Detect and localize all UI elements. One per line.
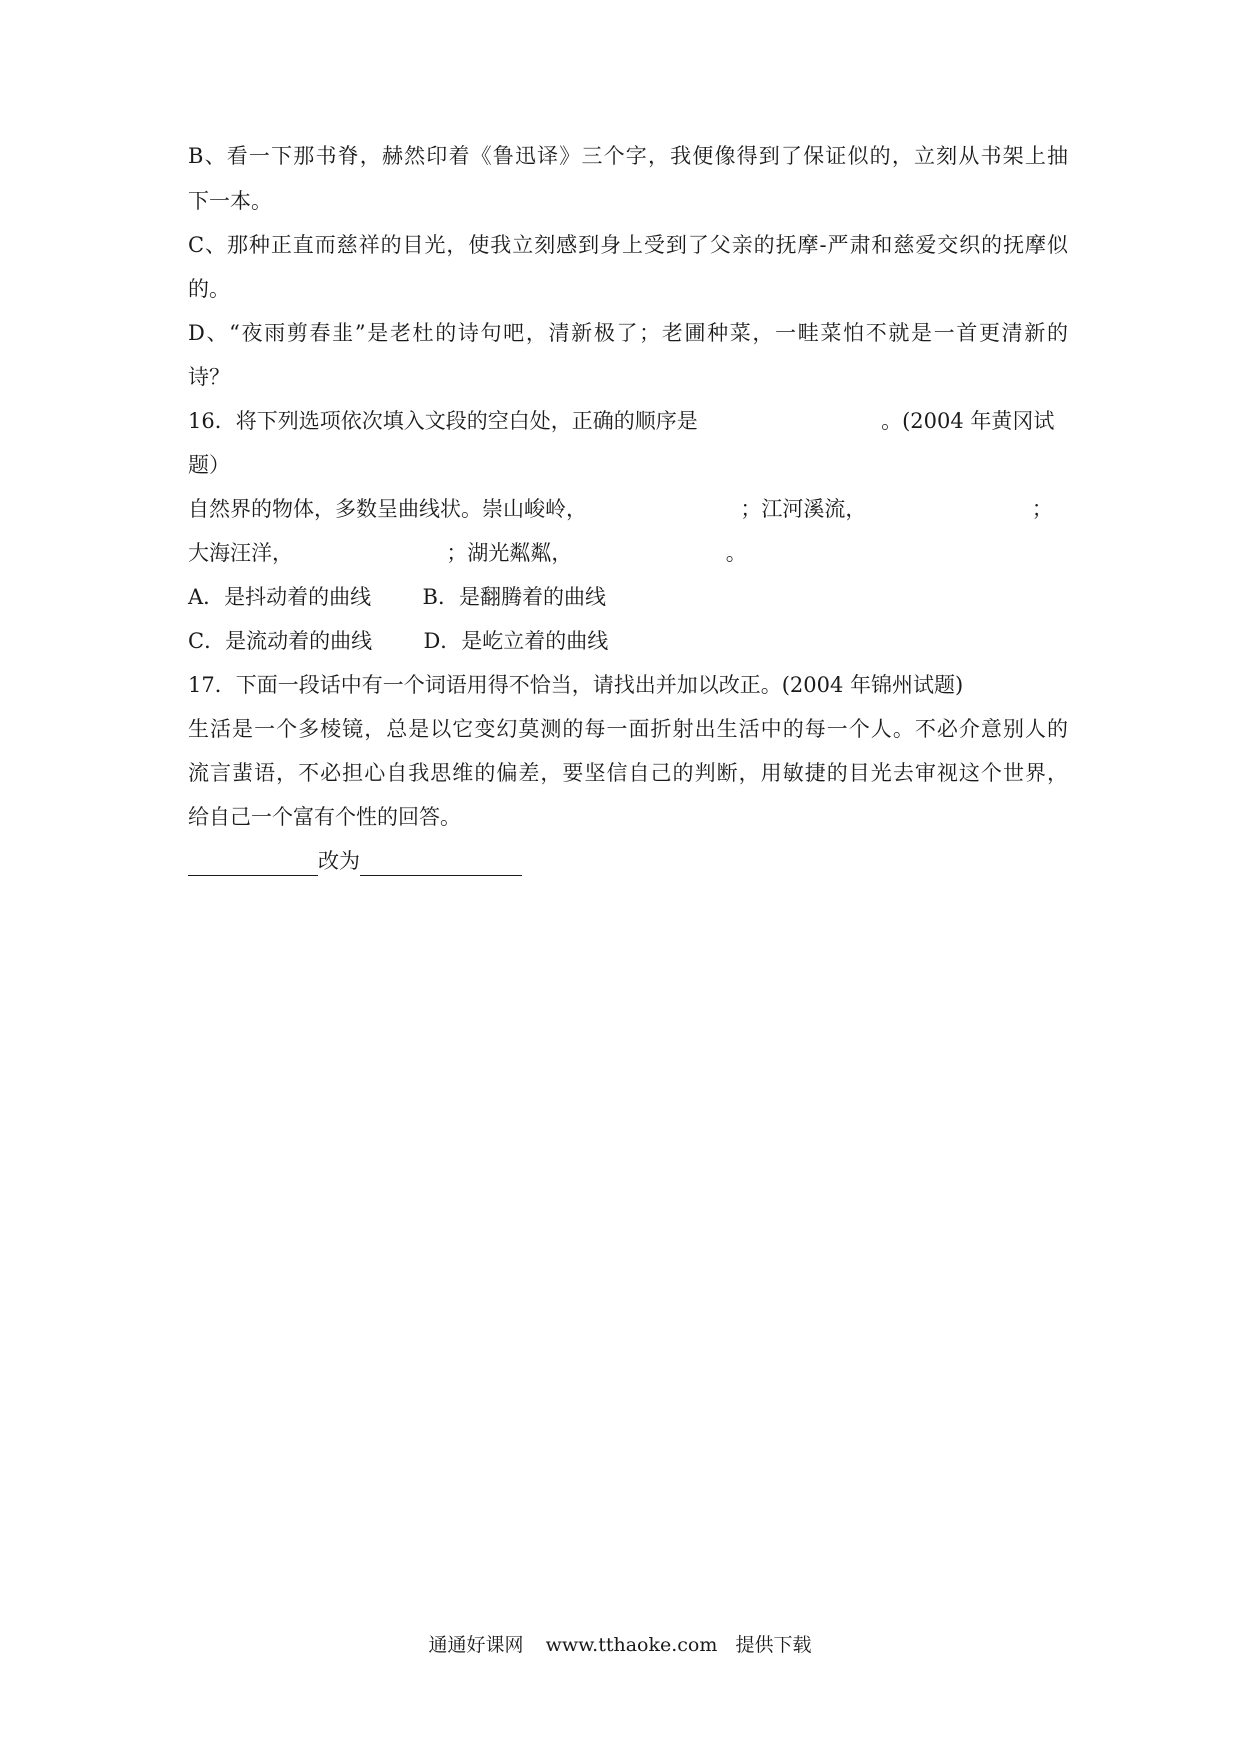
option-c-line2: 的。 xyxy=(188,277,230,301)
answer-connector: 改为 xyxy=(318,849,360,873)
footer-site-name: 通通好课网 xyxy=(428,1634,524,1656)
passage-segment: ； xyxy=(1031,497,1053,521)
question-16-options-row2 xyxy=(188,626,1068,656)
option-a: A．是抖动着的曲线 xyxy=(188,585,372,609)
passage-segment: 。 xyxy=(725,541,747,565)
question-16-source: 。(2004 年黄冈试 xyxy=(881,409,1055,433)
question-17-passage-line3: 给自己一个富有个性的回答。 xyxy=(188,805,461,829)
question-17-answer-row xyxy=(188,846,1068,876)
question-17-passage-line2: 流言蜚语，不必担心自我思维的偏差，要坚信自己的判断，用敏捷的目光去审视这个世界， xyxy=(188,761,1068,785)
passage-segment: ；江河溪流， xyxy=(740,497,867,521)
question-16-source-cont: 题） xyxy=(188,453,230,477)
option-d-line1: D、“夜雨剪春韭”是老杜的诗句吧，清新极了；老圃种菜，一畦菜怕不就是一首更清新的 xyxy=(188,321,1068,345)
passage-segment: 大海汪洋， xyxy=(188,541,293,565)
option-d-line2: 诗？ xyxy=(188,365,230,389)
question-16-passage-line2 xyxy=(188,538,1068,568)
option-d: D．是屹立着的曲线 xyxy=(423,629,609,653)
option-c: C．是流动着的曲线 xyxy=(188,629,373,653)
option-c-line1: C、那种正直而慈祥的目光，使我立刻感到身上受到了父亲的抚摩-严肃和慈爱交织的抚摩似 xyxy=(188,233,1068,257)
question-16 xyxy=(188,406,1068,436)
question-16-stem: 16．将下列选项依次填入文段的空白处，正确的顺序是 xyxy=(188,409,698,433)
page-footer xyxy=(0,1632,1240,1658)
question-16-options-row1 xyxy=(188,582,1068,612)
answer-blank-wrong-word[interactable] xyxy=(188,851,318,876)
footer-url[interactable]: www.tthaoke.com xyxy=(545,1634,718,1656)
answer-blank-correction[interactable] xyxy=(360,851,522,876)
option-b-line1: B、看一下那书脊，赫然印着《鲁迅译》三个字，我便像得到了保证似的，立刻从书架上抽 xyxy=(188,144,1068,168)
passage-segment: 自然界的物体，多数呈曲线状。崇山峻岭， xyxy=(188,497,587,521)
passage-segment: ；湖光粼粼， xyxy=(446,541,573,565)
option-b-line2: 下一本。 xyxy=(188,189,272,213)
question-17-passage-line1: 生活是一个多棱镜，总是以它变幻莫测的每一面折射出生活中的每一个人。不必介意别人的 xyxy=(188,717,1068,741)
option-b: B．是翻腾着的曲线 xyxy=(422,585,606,609)
question-16-passage-line1 xyxy=(188,494,1068,524)
footer-suffix: 提供下载 xyxy=(735,1634,812,1656)
question-17-stem: 17．下面一段话中有一个词语用得不恰当，请找出并加以改正。(2004 年锦州试题) xyxy=(188,673,964,697)
